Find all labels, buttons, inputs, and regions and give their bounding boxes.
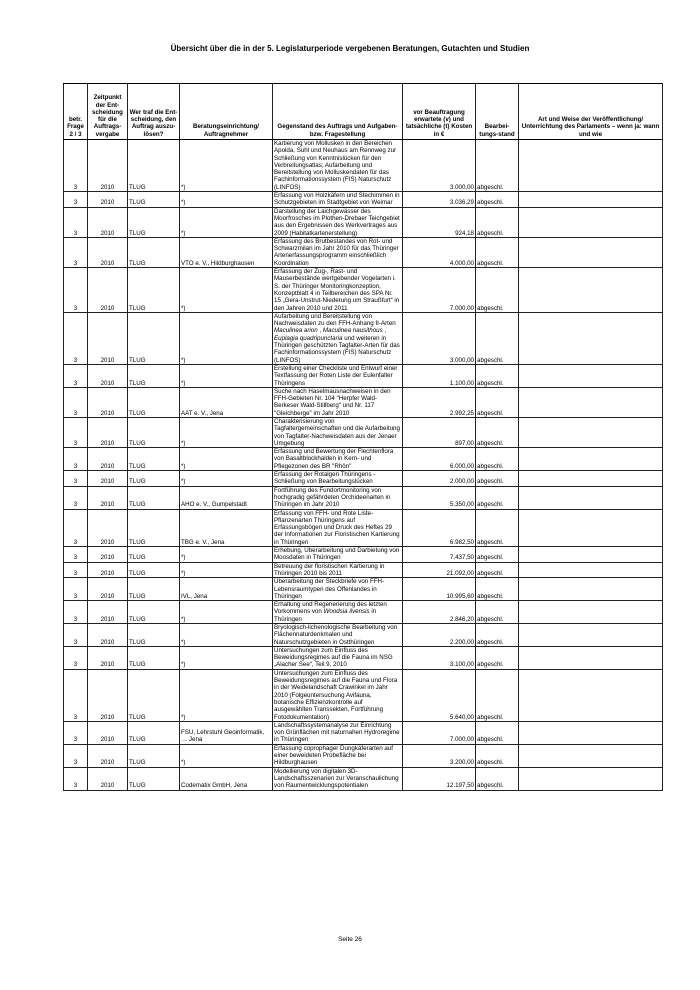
cell-cost: 897,00 bbox=[403, 417, 476, 447]
cell-who: TLUG bbox=[128, 448, 180, 471]
cell-institution: *) bbox=[180, 417, 273, 447]
cell-subject: Erfassung von Holzkäfern und Stechimmen in Schutzgebieten im Stadtgebiet von Weimar bbox=[273, 192, 403, 208]
cell-year: 2010 bbox=[88, 207, 128, 237]
header-gegenstand: Gegenstand des Auftrags und Aufgaben- bzw. Fragestellung bbox=[273, 84, 403, 140]
cell-frage: 3 bbox=[64, 624, 88, 647]
cell-year: 2010 bbox=[88, 562, 128, 578]
header-zeitpunkt: Zeitpunkt der Ent-scheidung für die Auftrags-vergabe bbox=[88, 84, 128, 140]
header-stand: Bearbei-tungs-stand bbox=[476, 84, 519, 140]
cell-year: 2010 bbox=[88, 140, 128, 192]
cell-year: 2010 bbox=[88, 721, 128, 744]
cell-subject: Erfassung der Rotalgen Thüringens - Schließung von Bearbeitungslücken bbox=[273, 471, 403, 487]
cell-frage: 3 bbox=[64, 140, 88, 192]
cell-subject: Kartierung von Mollusken in den Bereichen Apolda, Suhl und Neuhaus am Rennweg zur Schließung von Kenntnislücken für den Verbreitungsatlas; Aufarbeitung und Bereitstellung von Molluskendaten für das Fachinformationssystem (FIS) Naturschutz (LINFOS) bbox=[273, 140, 403, 192]
cell-publication bbox=[519, 744, 663, 767]
cell-publication bbox=[519, 646, 663, 669]
cell-publication bbox=[519, 578, 663, 601]
cell-institution: *) bbox=[180, 547, 273, 563]
table-row bbox=[64, 140, 663, 192]
cell-cost: 7.000,00 bbox=[403, 268, 476, 313]
table-row bbox=[64, 364, 663, 387]
table-row bbox=[64, 268, 663, 313]
cell-year: 2010 bbox=[88, 312, 128, 364]
cell-institution: FSU, Lehrstuhl Geoinformatik, … Jena bbox=[180, 721, 273, 744]
cell-year: 2010 bbox=[88, 486, 128, 509]
table-row bbox=[64, 721, 663, 744]
cell-status: abgeschl. bbox=[476, 140, 519, 192]
table-row bbox=[64, 767, 663, 790]
cell-publication bbox=[519, 417, 663, 447]
cell-status: abgeschl. bbox=[476, 578, 519, 601]
header-frage: betr. Frage 2 / 3 bbox=[64, 84, 88, 140]
cell-cost: 924,18 bbox=[403, 207, 476, 237]
cell-cost: 12.197,50 bbox=[403, 767, 476, 790]
cell-frage: 3 bbox=[64, 721, 88, 744]
cell-cost: 2.846,20 bbox=[403, 601, 476, 624]
cell-cost: 6.982,50 bbox=[403, 509, 476, 546]
subject-text: Aufarbeitung und Bereitstellung von Nachweisdaten zu den FFH-Anhang II-Arten bbox=[274, 312, 396, 328]
cell-cost: 6.000,00 bbox=[403, 448, 476, 471]
cell-frage: 3 bbox=[64, 669, 88, 721]
cell-institution: *) bbox=[180, 268, 273, 313]
cell-year: 2010 bbox=[88, 767, 128, 790]
cell-status: abgeschl. bbox=[476, 364, 519, 387]
cell-who: TLUG bbox=[128, 578, 180, 601]
table-row bbox=[64, 387, 663, 417]
page-title: Übersicht über die in der 5. Legislaturperiode vergebenen Beratungen, Gutachten und Studien bbox=[170, 44, 530, 53]
cell-who: TLUG bbox=[128, 744, 180, 767]
cell-publication bbox=[519, 364, 663, 387]
cell-subject: Modellierung von digitalen 3D-Landschaftsszenarien zur Veranschaulichung von Raumentwicklungspotentialen bbox=[273, 767, 403, 790]
cell-frage: 3 bbox=[64, 364, 88, 387]
cell-frage: 3 bbox=[64, 601, 88, 624]
cell-status: abgeschl. bbox=[476, 669, 519, 721]
cell-publication bbox=[519, 767, 663, 790]
cell-publication bbox=[519, 268, 663, 313]
cell-institution: *) bbox=[180, 364, 273, 387]
cell-year: 2010 bbox=[88, 578, 128, 601]
cell-publication bbox=[519, 624, 663, 647]
cell-publication bbox=[519, 448, 663, 471]
cell-status: abgeschl. bbox=[476, 268, 519, 313]
cell-status: abgeschl. bbox=[476, 646, 519, 669]
cell-subject bbox=[273, 312, 403, 364]
cell-subject: Erhebung, Überarbeitung und Darbietung von Moosdaten in Thüringen bbox=[273, 547, 403, 563]
cell-who: TLUG bbox=[128, 486, 180, 509]
table-row bbox=[64, 578, 663, 601]
cell-publication bbox=[519, 207, 663, 237]
cell-who: TLUG bbox=[128, 767, 180, 790]
cell-subject bbox=[273, 601, 403, 624]
cell-publication bbox=[519, 140, 663, 192]
cell-cost: 3.000,00 bbox=[403, 312, 476, 364]
cell-subject: Darstellung der Laichgewässer des Moorfrosches im Plothen-Drebaer Teichgebiet aus den Ergebnissen des Werkvertrages aus 2009 (Habitatkartenerstellung) bbox=[273, 207, 403, 237]
cell-institution: *) bbox=[180, 744, 273, 767]
cell-frage: 3 bbox=[64, 417, 88, 447]
cell-frage: 3 bbox=[64, 486, 88, 509]
cell-subject: Erfassung der Zug-, Rast- und Mauserbestände wertgebender Vogelarten i. S. der Thüringer Monitoringkonzeption, Konzeptblatt 4 in Teilbereichen des SPA Nr. 15 „Gera-Unstrut-Niederung um Straußfurt“ in den Jahren 2010 und 2011 bbox=[273, 268, 403, 313]
header-einrichtung: Beratungseinrichtung/ Auftragnehmer bbox=[180, 84, 273, 140]
cell-subject: Fortführung des Fundortmonitoring von hochgradig gefährdeten Orchideenarten in Thüringen im Jahr 2010 bbox=[273, 486, 403, 509]
subject-text: und weiteren in Thüringen geschützten Tagfalter-Arten für das Fachinformationssystem (FIS) Naturschutz (LINFOS) bbox=[274, 334, 400, 364]
species-name: Euplagia quadripunctaria bbox=[274, 334, 343, 342]
cell-publication bbox=[519, 471, 663, 487]
cell-status: abgeschl. bbox=[476, 471, 519, 487]
cell-institution: Codematix GmbH, Jena bbox=[180, 767, 273, 790]
cell-who: TLUG bbox=[128, 192, 180, 208]
cell-who: TLUG bbox=[128, 601, 180, 624]
cell-frage: 3 bbox=[64, 312, 88, 364]
cell-cost: 3.000,00 bbox=[403, 140, 476, 192]
cell-subject: Erfassung und Bewertung der Flechtenflora von Basaltblockhalden in Kern- und Pflegezonen des BR "Rhön" bbox=[273, 448, 403, 471]
cell-status: abgeschl. bbox=[476, 547, 519, 563]
table-row bbox=[64, 669, 663, 721]
cell-frage: 3 bbox=[64, 237, 88, 267]
cell-subject: Betreuung der floristischen Kartierung in Thüringen 2010 bis 2011 bbox=[273, 562, 403, 578]
cell-publication bbox=[519, 547, 663, 563]
cell-status: abgeschl. bbox=[476, 601, 519, 624]
cell-institution: *) bbox=[180, 562, 273, 578]
cell-cost: 7.000,00 bbox=[403, 721, 476, 744]
table-row bbox=[64, 312, 663, 364]
cell-status: abgeschl. bbox=[476, 192, 519, 208]
cell-status: abgeschl. bbox=[476, 744, 519, 767]
table-row bbox=[64, 624, 663, 647]
cell-frage: 3 bbox=[64, 448, 88, 471]
cell-year: 2010 bbox=[88, 601, 128, 624]
cell-who: TLUG bbox=[128, 547, 180, 563]
cell-status: abgeschl. bbox=[476, 721, 519, 744]
cell-cost: 7.437,50 bbox=[403, 547, 476, 563]
cell-year: 2010 bbox=[88, 624, 128, 647]
cell-cost: 2.000,00 bbox=[403, 471, 476, 487]
table-row bbox=[64, 417, 663, 447]
table-row bbox=[64, 562, 663, 578]
cell-subject: Überarbeitung der Steckbriefe von FFH-Lebensraumtypen des Offenlandes in Thüringen bbox=[273, 578, 403, 601]
cell-status: abgeschl. bbox=[476, 207, 519, 237]
table-row bbox=[64, 192, 663, 208]
cell-institution: *) bbox=[180, 192, 273, 208]
cell-who: TLUG bbox=[128, 237, 180, 267]
cell-who: TLUG bbox=[128, 417, 180, 447]
cell-subject: Landschaftssystemanalyse zur Einrichtung von Grünflächen mit naturnahen Hydroregime in Thüringen bbox=[273, 721, 403, 744]
cell-who: TLUG bbox=[128, 721, 180, 744]
table-row bbox=[64, 509, 663, 546]
cell-cost: 3.036,29 bbox=[403, 192, 476, 208]
cell-publication bbox=[519, 669, 663, 721]
cell-year: 2010 bbox=[88, 417, 128, 447]
cell-cost: 21.092,00 bbox=[403, 562, 476, 578]
species-name: Maculinea nausithous bbox=[322, 327, 383, 335]
table-row bbox=[64, 601, 663, 624]
cell-status: abgeschl. bbox=[476, 509, 519, 546]
cell-frage: 3 bbox=[64, 744, 88, 767]
cell-cost: 1.100,00 bbox=[403, 364, 476, 387]
cell-year: 2010 bbox=[88, 192, 128, 208]
cell-frage: 3 bbox=[64, 387, 88, 417]
cell-institution: *) bbox=[180, 624, 273, 647]
species-name: Woodsia ilvensis bbox=[323, 608, 370, 616]
cell-who: TLUG bbox=[128, 646, 180, 669]
cell-who: TLUG bbox=[128, 140, 180, 192]
cell-who: TLUG bbox=[128, 669, 180, 721]
cell-status: abgeschl. bbox=[476, 562, 519, 578]
cell-year: 2010 bbox=[88, 744, 128, 767]
cell-publication bbox=[519, 237, 663, 267]
cell-institution: *) bbox=[180, 646, 273, 669]
cell-year: 2010 bbox=[88, 448, 128, 471]
cell-publication bbox=[519, 312, 663, 364]
cell-institution: AAT e. V., Jena bbox=[180, 387, 273, 417]
cell-institution: *) bbox=[180, 601, 273, 624]
page-number: Seite 26 bbox=[338, 936, 362, 943]
cell-frage: 3 bbox=[64, 509, 88, 546]
cell-year: 2010 bbox=[88, 268, 128, 313]
table-row bbox=[64, 471, 663, 487]
cell-subject: Erstellung einer Checkliste und Entwurf einer Textfassung der Roten Liste der Eulenfalter Thüringens bbox=[273, 364, 403, 387]
cell-status: abgeschl. bbox=[476, 448, 519, 471]
table-row bbox=[64, 207, 663, 237]
table-body bbox=[64, 140, 663, 791]
cell-institution: VTO e. V., Hildburghausen bbox=[180, 237, 273, 267]
cell-year: 2010 bbox=[88, 364, 128, 387]
cell-status: abgeschl. bbox=[476, 417, 519, 447]
cell-publication bbox=[519, 192, 663, 208]
cell-publication bbox=[519, 562, 663, 578]
cell-subject: Erfassung von FFH- und Rote Liste-Pflanzenarten Thüringens auf Erfassungsbögen und Druck des Heftes 29 der Informationen zur Floristischen Kartierung in Thüringen bbox=[273, 509, 403, 546]
table-row bbox=[64, 547, 663, 563]
cell-status: abgeschl. bbox=[476, 767, 519, 790]
cell-who: TLUG bbox=[128, 562, 180, 578]
cell-status: abgeschl. bbox=[476, 486, 519, 509]
header-wer: Wer traf die Ent-scheidung, den Auftrag auszu-lösen? bbox=[128, 84, 180, 140]
cell-who: TLUG bbox=[128, 387, 180, 417]
table-row bbox=[64, 486, 663, 509]
cell-institution: IVL, Jena bbox=[180, 578, 273, 601]
cell-who: TLUG bbox=[128, 624, 180, 647]
cell-institution: *) bbox=[180, 669, 273, 721]
cell-institution: TBG e. V., Jena bbox=[180, 509, 273, 546]
subject-text: , bbox=[317, 327, 323, 335]
cell-institution: AHO e. V., Gumpelstadt bbox=[180, 486, 273, 509]
cell-publication bbox=[519, 721, 663, 744]
cell-year: 2010 bbox=[88, 646, 128, 669]
cell-subject: Suche nach Haselmausnachweisen in den FFH-Gebieten Nr. 104 "Herpfer Wald-Berkeser Wald-Stillberg" und Nr. 117 "Gleichberge" im Jahr 2010 bbox=[273, 387, 403, 417]
cell-status: abgeschl. bbox=[476, 237, 519, 267]
cell-year: 2010 bbox=[88, 547, 128, 563]
cell-year: 2010 bbox=[88, 669, 128, 721]
cell-who: TLUG bbox=[128, 509, 180, 546]
subject-text: Erhaltung und Regenerierung des letzten Vorkommens von bbox=[274, 601, 387, 616]
cell-cost: 4.000,00 bbox=[403, 237, 476, 267]
species-name: Maculinea arion bbox=[274, 327, 318, 335]
cell-frage: 3 bbox=[64, 268, 88, 313]
cell-status: abgeschl. bbox=[476, 387, 519, 417]
cell-frage: 3 bbox=[64, 207, 88, 237]
cell-frage: 3 bbox=[64, 578, 88, 601]
cell-who: TLUG bbox=[128, 207, 180, 237]
cell-who: TLUG bbox=[128, 471, 180, 487]
header-veroeffentlichung: Art und Weise der Veröffentlichung/ Unterrichtung des Parlaments – wenn ja: wann und wie bbox=[519, 84, 663, 140]
cell-subject: Charakterisierung von Tagfaltergemeinschaften und die Aufarbeitung von Tagfalter-Nachweisdaten aus der Jenaer Umgebung bbox=[273, 417, 403, 447]
subject-text: , bbox=[382, 327, 387, 335]
cell-year: 2010 bbox=[88, 471, 128, 487]
cell-year: 2010 bbox=[88, 387, 128, 417]
cell-subject: Untersuchungen zum Einfluss des Beweidungsregimes auf die Fauna im NSG „Alacher See“, Teil 9, 2010 bbox=[273, 646, 403, 669]
cell-year: 2010 bbox=[88, 237, 128, 267]
cell-status: abgeschl. bbox=[476, 312, 519, 364]
subject-text: in Thüringen bbox=[274, 608, 377, 623]
cell-cost: 5.350,00 bbox=[403, 486, 476, 509]
cell-who: TLUG bbox=[128, 364, 180, 387]
table-header-row bbox=[64, 84, 663, 140]
cell-cost: 3.200,00 bbox=[403, 744, 476, 767]
cell-subject: Erfassung coprophager Dungkäferarten auf einer beweideten Probefläche bei Hildburghausen bbox=[273, 744, 403, 767]
cell-publication bbox=[519, 387, 663, 417]
cell-cost: 5.640,00 bbox=[403, 669, 476, 721]
cell-publication bbox=[519, 601, 663, 624]
cell-frage: 3 bbox=[64, 192, 88, 208]
cell-institution: *) bbox=[180, 471, 273, 487]
cell-institution: *) bbox=[180, 140, 273, 192]
cell-cost: 3.100,00 bbox=[403, 646, 476, 669]
cell-frage: 3 bbox=[64, 562, 88, 578]
cell-subject: Bryologisch-lichenologische Bearbeitung von Flächennaturdenkmalen und Naturschutzgebieten in Ostthüringen bbox=[273, 624, 403, 647]
cell-frage: 3 bbox=[64, 767, 88, 790]
contracts-table bbox=[63, 83, 663, 791]
cell-institution: *) bbox=[180, 312, 273, 364]
cell-cost: 2.992,25 bbox=[403, 387, 476, 417]
header-kosten: vor Beauftragung erwartete (v) und tatsächliche (t) Kosten in € bbox=[403, 84, 476, 140]
cell-who: TLUG bbox=[128, 312, 180, 364]
cell-subject: Untersuchungen zum Einfluss des Beweidungsregimes auf die Fauna und Flora in der Weidelandschaft Crawinkel im Jahr 2010 (Folgeuntersuchung Avifauna, botanische Effizienzkontrolle auf ausgewählten Transsekten, Fortführung Fotodokumentation) bbox=[273, 669, 403, 721]
cell-who: TLUG bbox=[128, 268, 180, 313]
cell-institution: *) bbox=[180, 448, 273, 471]
cell-frage: 3 bbox=[64, 646, 88, 669]
cell-status: abgeschl. bbox=[476, 624, 519, 647]
table-row bbox=[64, 646, 663, 669]
cell-publication bbox=[519, 486, 663, 509]
cell-frage: 3 bbox=[64, 471, 88, 487]
cell-frage: 3 bbox=[64, 547, 88, 563]
table-row bbox=[64, 448, 663, 471]
cell-cost: 10.995,60 bbox=[403, 578, 476, 601]
cell-year: 2010 bbox=[88, 509, 128, 546]
cell-cost: 2.200,00 bbox=[403, 624, 476, 647]
cell-subject: Erfassung des Brutbestandes von Rot- und Schwarzmilan im Jahr 2010 für das Thüringer Artenerfassungsprogramm einschließlich Koordination bbox=[273, 237, 403, 267]
cell-publication bbox=[519, 509, 663, 546]
table-row bbox=[64, 744, 663, 767]
cell-institution: *) bbox=[180, 207, 273, 237]
table-row bbox=[64, 237, 663, 267]
